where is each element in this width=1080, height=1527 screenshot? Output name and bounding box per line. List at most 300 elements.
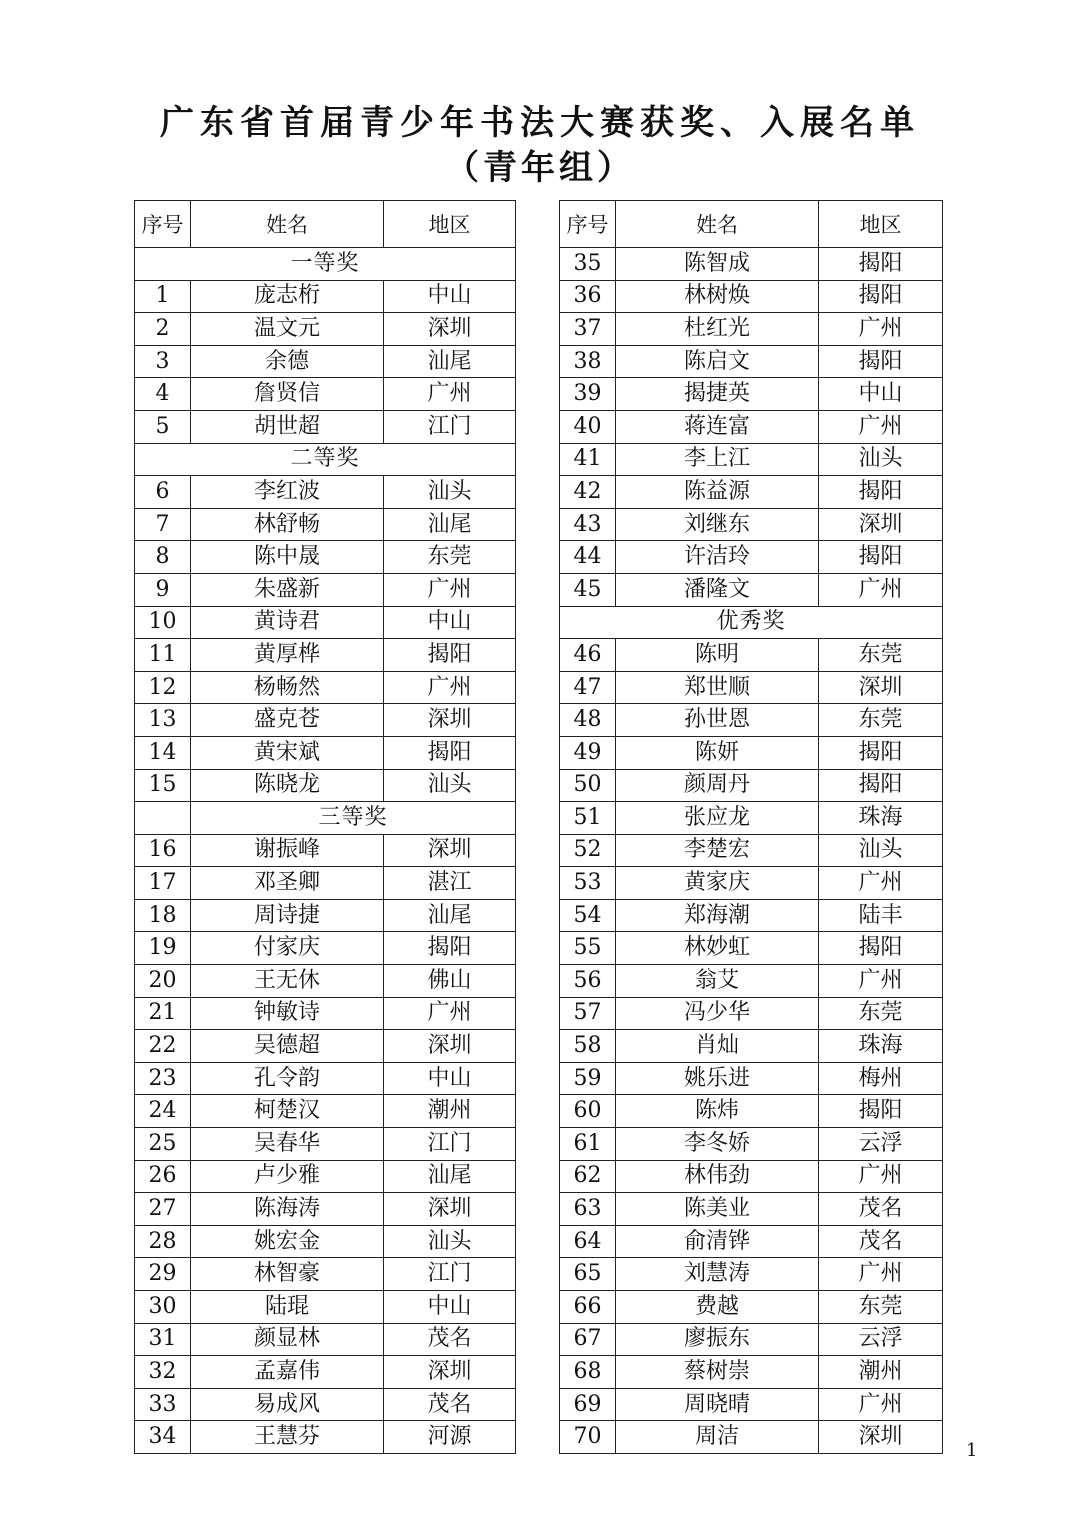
table-row [560,280,943,313]
cell-region: 深圳 [819,671,943,704]
cell-region: 云浮 [819,1323,943,1356]
cell-name: 蒋连富 [616,410,819,443]
cell-no: 11 [135,639,191,672]
cell-region: 深圳 [384,704,516,737]
cell-name: 郑世顺 [616,671,819,704]
cell-name: 姚乐进 [616,1062,819,1095]
table-row [135,1030,516,1063]
cell-name: 吴春华 [191,1128,384,1161]
table-row [135,1258,516,1291]
award-section-row [135,802,516,835]
cell-name: 陈益源 [616,476,819,509]
cell-name: 陈炜 [616,1095,819,1128]
cell-name: 冯少华 [616,997,819,1030]
table-row [560,802,943,835]
cell-region: 佛山 [384,965,516,998]
cell-no: 69 [560,1388,616,1421]
cell-no: 42 [560,476,616,509]
cell-region: 东莞 [819,1291,943,1324]
cell-no: 28 [135,1225,191,1258]
cell-no: 52 [560,834,616,867]
cell-name: 胡世超 [191,410,384,443]
table-row [560,1128,943,1161]
cell-no: 25 [135,1128,191,1161]
table-row [560,573,943,606]
table-row [560,1062,943,1095]
cell-region: 揭阳 [384,932,516,965]
cell-name: 谢振峰 [191,834,384,867]
table-row [560,1095,943,1128]
table-row [560,248,943,281]
table-row [135,573,516,606]
header-name: 姓名 [191,201,384,248]
cell-no: 59 [560,1062,616,1095]
cell-no: 1 [135,280,191,313]
cell-name: 费越 [616,1291,819,1324]
table-row [560,736,943,769]
award-section-label: 二等奖 [135,443,516,476]
cell-name: 林舒畅 [191,508,384,541]
cell-region: 陆丰 [819,899,943,932]
cell-no: 55 [560,932,616,965]
cell-no: 68 [560,1356,616,1389]
cell-name: 杨畅然 [191,671,384,704]
cell-no: 39 [560,378,616,411]
table-row [560,769,943,802]
cell-no: 57 [560,997,616,1030]
cell-region: 中山 [819,378,943,411]
table-row [135,541,516,574]
cell-region: 揭阳 [819,736,943,769]
section-blank-cell [135,802,191,835]
cell-region: 茂名 [384,1388,516,1421]
table-row [560,313,943,346]
cell-no: 14 [135,736,191,769]
cell-name: 肖灿 [616,1030,819,1063]
table-row [560,1323,943,1356]
cell-region: 广州 [819,1388,943,1421]
cell-no: 3 [135,345,191,378]
cell-name: 周晓晴 [616,1388,819,1421]
cell-region: 深圳 [384,834,516,867]
table-row [135,280,516,313]
cell-no: 22 [135,1030,191,1063]
cell-name: 黄厚桦 [191,639,384,672]
cell-no: 43 [560,508,616,541]
table-row [135,1323,516,1356]
cell-region: 潮州 [384,1095,516,1128]
cell-region: 揭阳 [819,345,943,378]
cell-name: 李冬娇 [616,1128,819,1161]
cell-name: 潘隆文 [616,573,819,606]
header-name: 姓名 [616,201,819,248]
table-row [560,932,943,965]
cell-region: 深圳 [384,1193,516,1226]
table-row [135,1128,516,1161]
cell-no: 33 [135,1388,191,1421]
cell-no: 64 [560,1225,616,1258]
cell-region: 深圳 [819,1421,943,1454]
cell-region: 汕头 [384,769,516,802]
cell-region: 东莞 [819,639,943,672]
roster-body-left [135,248,516,1454]
table-row [135,313,516,346]
document-subtitle: （青年组） [445,148,635,188]
cell-name: 陈妍 [616,736,819,769]
cell-no: 40 [560,410,616,443]
table-row [560,345,943,378]
cell-name: 王慧芬 [191,1421,384,1454]
cell-name: 许洁玲 [616,541,819,574]
cell-region: 江门 [384,1258,516,1291]
cell-region: 汕头 [384,476,516,509]
award-section-label: 三等奖 [191,802,516,835]
cell-region: 江门 [384,1128,516,1161]
cell-no: 62 [560,1160,616,1193]
cell-region: 广州 [384,378,516,411]
cell-no: 70 [560,1421,616,1454]
cell-no: 20 [135,965,191,998]
cell-name: 黄诗君 [191,606,384,639]
roster-body-right [560,248,943,1454]
cell-region: 湛江 [384,867,516,900]
table-row [135,1356,516,1389]
table-row [560,1421,943,1454]
cell-no: 8 [135,541,191,574]
table-row [135,899,516,932]
cell-name: 李红波 [191,476,384,509]
table-row [135,965,516,998]
cell-region: 东莞 [819,997,943,1030]
cell-name: 陈海涛 [191,1193,384,1226]
cell-name: 周诗捷 [191,899,384,932]
cell-name: 钟敏诗 [191,997,384,1030]
cell-name: 郑海潮 [616,899,819,932]
cell-name: 林伟劲 [616,1160,819,1193]
table-row [135,508,516,541]
cell-name: 林树焕 [616,280,819,313]
table-row [135,1095,516,1128]
cell-name: 余德 [191,345,384,378]
page-number: 1 [966,1440,978,1461]
cell-region: 广州 [384,671,516,704]
cell-no: 4 [135,378,191,411]
cell-no: 45 [560,573,616,606]
cell-name: 李上江 [616,443,819,476]
table-row [135,834,516,867]
cell-no: 35 [560,248,616,281]
cell-name: 温文元 [191,313,384,346]
table-row [135,736,516,769]
cell-no: 66 [560,1291,616,1324]
table-row [135,1421,516,1454]
cell-name: 李楚宏 [616,834,819,867]
cell-name: 庞志桁 [191,280,384,313]
cell-region: 江门 [384,410,516,443]
cell-no: 19 [135,932,191,965]
table-row [135,1388,516,1421]
cell-region: 揭阳 [819,476,943,509]
cell-name: 刘慧涛 [616,1258,819,1291]
cell-region: 汕头 [819,834,943,867]
cell-no: 10 [135,606,191,639]
cell-name: 孔令韵 [191,1062,384,1095]
table-header-row [135,201,516,248]
cell-no: 54 [560,899,616,932]
cell-name: 陈智成 [616,248,819,281]
cell-no: 32 [135,1356,191,1389]
table-row [560,1258,943,1291]
cell-region: 深圳 [384,1356,516,1389]
cell-no: 13 [135,704,191,737]
cell-name: 邓圣卿 [191,867,384,900]
roster-table-right [559,200,943,1454]
cell-region: 河源 [384,1421,516,1454]
table-row [135,410,516,443]
cell-name: 黄家庆 [616,867,819,900]
table-row [560,1225,943,1258]
cell-region: 深圳 [819,508,943,541]
header-no: 序号 [560,201,616,248]
cell-name: 颜周丹 [616,769,819,802]
cell-name: 陆琨 [191,1291,384,1324]
roster-table-left [134,200,516,1454]
cell-region: 中山 [384,1062,516,1095]
cell-name: 俞清铧 [616,1225,819,1258]
table-row [135,1193,516,1226]
cell-no: 37 [560,313,616,346]
cell-region: 揭阳 [819,248,943,281]
cell-name: 孙世恩 [616,704,819,737]
cell-region: 汕头 [384,1225,516,1258]
table-row [135,378,516,411]
cell-name: 林智豪 [191,1258,384,1291]
table-row [135,476,516,509]
table-row [560,1193,943,1226]
cell-no: 12 [135,671,191,704]
cell-no: 18 [135,899,191,932]
cell-region: 广州 [819,573,943,606]
cell-no: 67 [560,1323,616,1356]
cell-name: 杜红光 [616,313,819,346]
table-row [135,1062,516,1095]
cell-region: 广州 [819,965,943,998]
cell-no: 2 [135,313,191,346]
cell-region: 茂名 [384,1323,516,1356]
cell-region: 汕尾 [384,508,516,541]
cell-name: 孟嘉伟 [191,1356,384,1389]
cell-name: 王无休 [191,965,384,998]
table-row [135,1160,516,1193]
table-row [560,1356,943,1389]
cell-no: 65 [560,1258,616,1291]
cell-region: 汕尾 [384,345,516,378]
cell-name: 詹贤信 [191,378,384,411]
table-row [560,378,943,411]
cell-region: 深圳 [384,313,516,346]
table-row [560,1388,943,1421]
cell-no: 16 [135,834,191,867]
cell-region: 梅州 [819,1062,943,1095]
table-row [560,1160,943,1193]
cell-name: 陈美业 [616,1193,819,1226]
table-row [135,671,516,704]
cell-no: 56 [560,965,616,998]
cell-no: 9 [135,573,191,606]
cell-region: 东莞 [819,704,943,737]
cell-region: 珠海 [819,1030,943,1063]
table-row [135,1225,516,1258]
table-row [560,410,943,443]
table-row [560,834,943,867]
cell-no: 46 [560,639,616,672]
cell-region: 广州 [819,867,943,900]
table-row [135,1291,516,1324]
cell-name: 付家庆 [191,932,384,965]
cell-no: 44 [560,541,616,574]
table-row [560,476,943,509]
cell-no: 50 [560,769,616,802]
award-section-row [135,443,516,476]
cell-name: 颜显林 [191,1323,384,1356]
cell-no: 41 [560,443,616,476]
cell-region: 中山 [384,280,516,313]
cell-no: 6 [135,476,191,509]
table-row [135,932,516,965]
cell-no: 34 [135,1421,191,1454]
table-row [560,639,943,672]
table-header-row [560,201,943,248]
cell-name: 卢少雅 [191,1160,384,1193]
cell-region: 云浮 [819,1128,943,1161]
cell-region: 广州 [384,573,516,606]
table-row [135,704,516,737]
table-row [560,867,943,900]
table-row [560,965,943,998]
table-row [135,997,516,1030]
cell-no: 7 [135,508,191,541]
cell-name: 陈明 [616,639,819,672]
cell-no: 30 [135,1291,191,1324]
cell-no: 36 [560,280,616,313]
cell-name: 陈启文 [616,345,819,378]
cell-name: 吴德超 [191,1030,384,1063]
cell-no: 24 [135,1095,191,1128]
cell-region: 揭阳 [819,280,943,313]
award-section-row [560,606,943,639]
cell-no: 38 [560,345,616,378]
cell-no: 63 [560,1193,616,1226]
header-region: 地区 [819,201,943,248]
cell-name: 揭捷英 [616,378,819,411]
award-section-row [135,248,516,281]
cell-name: 盛克苍 [191,704,384,737]
cell-no: 53 [560,867,616,900]
cell-name: 陈晓龙 [191,769,384,802]
table-row [560,1030,943,1063]
cell-name: 易成风 [191,1388,384,1421]
table-row [135,769,516,802]
cell-region: 中山 [384,1291,516,1324]
cell-name: 林妙虹 [616,932,819,965]
cell-name: 陈中晟 [191,541,384,574]
cell-name: 翁艾 [616,965,819,998]
cell-region: 揭阳 [819,932,943,965]
cell-no: 61 [560,1128,616,1161]
table-row [135,345,516,378]
header-region: 地区 [384,201,516,248]
table-row [135,606,516,639]
cell-region: 广州 [819,1160,943,1193]
cell-region: 珠海 [819,802,943,835]
cell-name: 黄宋斌 [191,736,384,769]
cell-region: 广州 [819,410,943,443]
cell-name: 柯楚汉 [191,1095,384,1128]
table-row [135,639,516,672]
cell-no: 5 [135,410,191,443]
cell-region: 广州 [384,997,516,1030]
cell-region: 中山 [384,606,516,639]
cell-no: 27 [135,1193,191,1226]
cell-no: 31 [135,1323,191,1356]
cell-no: 26 [135,1160,191,1193]
cell-region: 汕头 [819,443,943,476]
cell-name: 周洁 [616,1421,819,1454]
table-row [560,671,943,704]
table-row [560,704,943,737]
cell-region: 揭阳 [819,769,943,802]
cell-no: 21 [135,997,191,1030]
cell-no: 51 [560,802,616,835]
cell-region: 揭阳 [819,1095,943,1128]
cell-no: 17 [135,867,191,900]
header-no: 序号 [135,201,191,248]
cell-no: 58 [560,1030,616,1063]
cell-region: 茂名 [819,1193,943,1226]
cell-region: 潮州 [819,1356,943,1389]
cell-no: 48 [560,704,616,737]
table-row [560,541,943,574]
table-row [135,867,516,900]
cell-region: 茂名 [819,1225,943,1258]
cell-no: 49 [560,736,616,769]
table-row [560,997,943,1030]
cell-region: 东莞 [384,541,516,574]
cell-name: 廖振东 [616,1323,819,1356]
cell-no: 29 [135,1258,191,1291]
cell-name: 姚宏金 [191,1225,384,1258]
cell-region: 广州 [819,313,943,346]
cell-no: 15 [135,769,191,802]
cell-region: 广州 [819,1258,943,1291]
cell-name: 蔡树崇 [616,1356,819,1389]
cell-no: 60 [560,1095,616,1128]
table-row [560,1291,943,1324]
cell-region: 揭阳 [384,736,516,769]
cell-region: 汕尾 [384,1160,516,1193]
table-row [560,508,943,541]
table-row [560,899,943,932]
cell-region: 揭阳 [819,541,943,574]
cell-name: 刘继东 [616,508,819,541]
cell-name: 张应龙 [616,802,819,835]
cell-name: 朱盛新 [191,573,384,606]
cell-region: 深圳 [384,1030,516,1063]
cell-no: 47 [560,671,616,704]
cell-no: 23 [135,1062,191,1095]
document-title: 广东省首届青少年书法大赛获奖、入展名单 [160,103,920,143]
table-row [560,443,943,476]
